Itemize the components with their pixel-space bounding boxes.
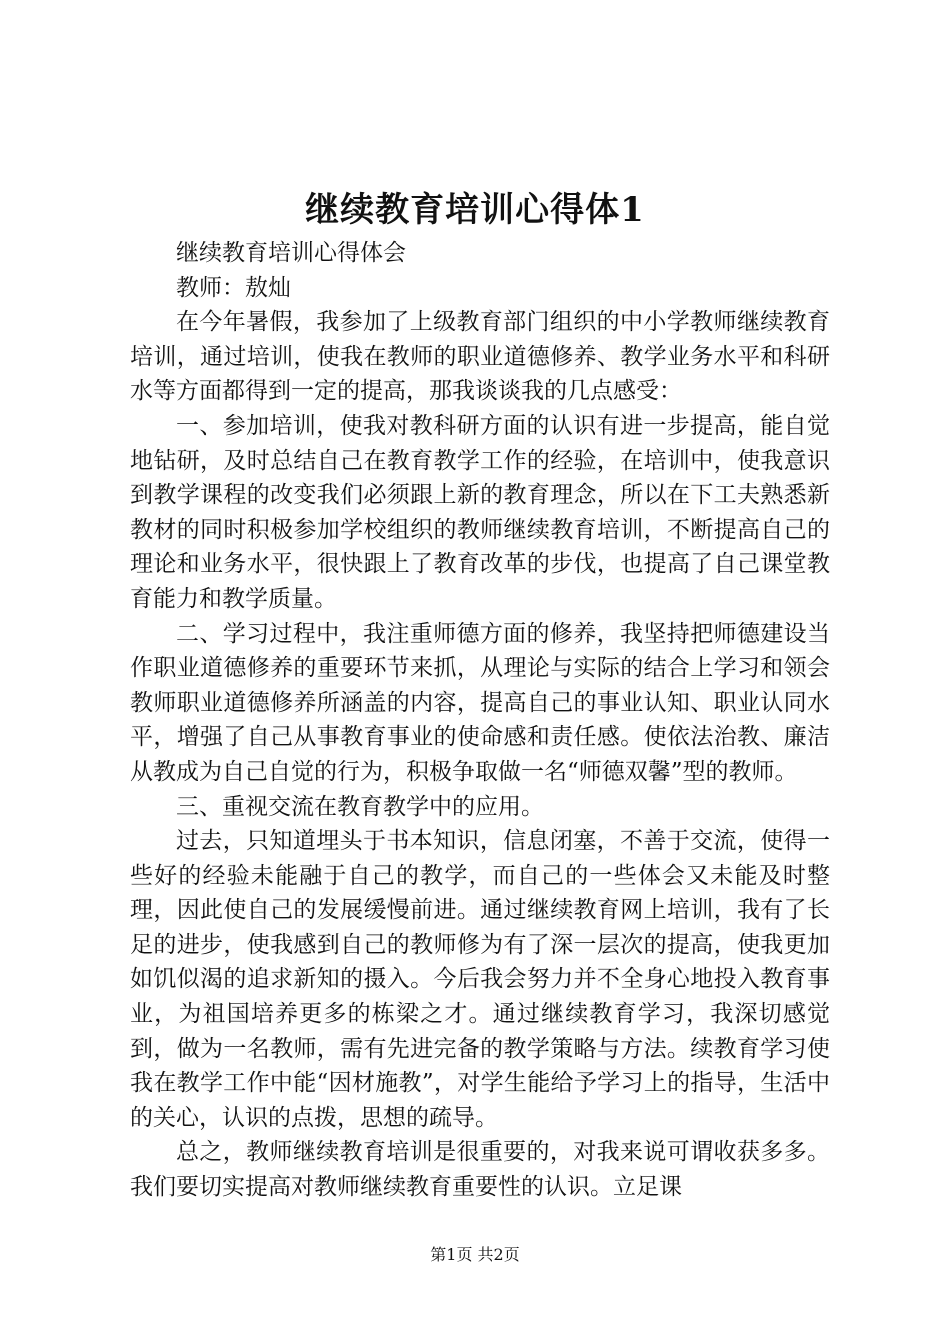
paragraph-point-one: 一、参加培训，使我对教科研方面的认识有进一步提高，能自觉地钻研，及时总结自己在教育教学工作的经验，在培训中，使我意识到教学课程的改变我们必须跟上新的教育理念，所以在下工夫熟悉新教材的同时积极参加学校组织的教师继续教育培训，不断提高自己的理论和业务水平，很快跟上了教育改革的步伐，也提高了自己课堂教育能力和教学质量。	[130, 412, 830, 612]
paragraph-point-three: 三、重视交流在教育教学中的应用。	[176, 793, 544, 820]
paragraph-author: 教师：敖灿	[176, 274, 291, 301]
page-footer: 第1页 共2页	[430, 1245, 520, 1264]
paragraph-conclusion: 总之，教师继续教育培训是很重要的，对我来说可谓收获多多。我们要切实提高对教师继续教育重要性的认识。立足课	[130, 1139, 830, 1201]
paragraph-point-two: 二、学习过程中，我注重师德方面的修养，我坚持把师德建设当作职业道德修养的重要环节来抓，从理论与实际的结合上学习和领会教师职业道德修养所涵盖的内容，提高自己的事业认知、职业认同水平，增强了自己从事教育事业的使命感和责任感。使依法治教、廉洁从教成为自己自觉的行为，积极争取做一名“师德双馨”型的教师。	[130, 620, 830, 785]
document-body	[130, 236, 830, 1205]
paragraph-past: 过去，只知道埋头于书本知识，信息闭塞，不善于交流，使得一些好的经验未能融于自己的教学，而自己的一些体会又未能及时整理，因此使自己的发展缓慢前进。通过继续教育网上培训，我有了长足的进步，使我感到自己的教师修为有了深一层次的提高，使我更加如饥似渴的追求新知的摄入。今后我会努力并不全身心地投入教育事业，为祖国培养更多的栋梁之才。通过继续教育学习，我深切感觉到，做为一名教师，需有先进完备的教学策略与方法。续教育学习使我在教学工作中能“因材施教”，对学生能给予学习上的指导，生活中的关心，认识的点拨，思想的疏导。	[130, 828, 830, 1131]
paragraph-intro: 在今年暑假，我参加了上级教育部门组织的中小学教师继续教育培训，通过培训，使我在教师的职业道德修养、教学业务水平和科研水等方面都得到一定的提高，那我谈谈我的几点感受：	[130, 309, 830, 405]
document-title: 继续教育培训心得体1	[305, 190, 645, 230]
paragraph-subtitle: 继续教育培训心得体会	[176, 240, 406, 266]
